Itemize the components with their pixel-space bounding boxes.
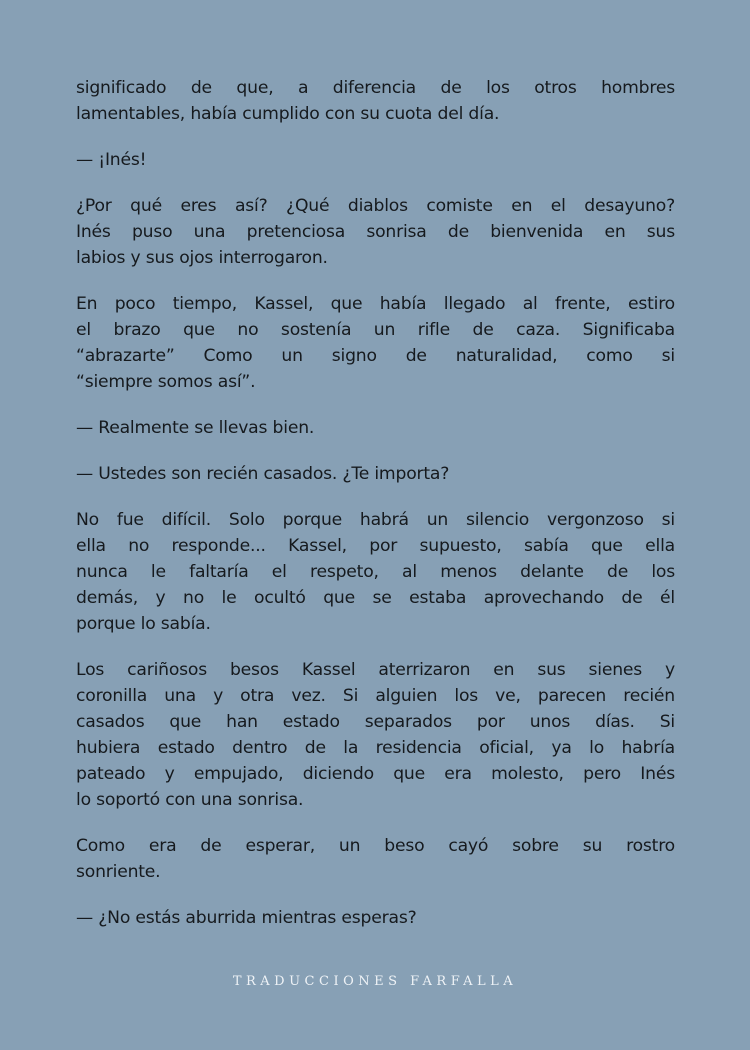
text-line: ella no responde... Kassel, por supuesto, sabía que ella — [76, 536, 675, 556]
paragraph — [76, 833, 675, 885]
text-line: nunca le faltaría el respeto, al menos delante de los — [76, 562, 675, 582]
text-line: No fue difícil. Solo porque habrá un silencio vergonzoso si — [76, 510, 675, 530]
text-line: — Realmente se llevas bien. — [76, 418, 315, 438]
paragraph — [76, 291, 675, 395]
text-line: el brazo que no sostenía un rifle de caza. Significaba — [76, 320, 675, 340]
text-line: lo soportó con una sonrisa. — [76, 790, 304, 810]
paragraph — [76, 147, 675, 173]
text-line: Los cariñosos besos Kassel aterrizaron en sus sienes y — [76, 660, 675, 680]
paragraph — [76, 507, 675, 637]
text-line: lamentables, había cumplido con su cuota del día. — [76, 104, 500, 124]
text-line: casados que han estado separados por unos días. Si — [76, 712, 675, 732]
text-line: coronilla una y otra vez. Si alguien los ve, parecen recién — [76, 686, 675, 706]
text-line: Como era de esperar, un beso cayó sobre su rostro — [76, 836, 675, 856]
paragraph — [76, 905, 675, 931]
text-line: sonriente. — [76, 862, 161, 882]
text-line: En poco tiempo, Kassel, que había llegado al frente, estiro — [76, 294, 675, 314]
page-body-text — [76, 75, 675, 951]
text-line: Inés puso una pretenciosa sonrisa de bienvenida en sus — [76, 222, 675, 242]
paragraph — [76, 193, 675, 271]
paragraph — [76, 657, 675, 813]
text-line: demás, y no le ocultó que se estaba aprovechando de él — [76, 588, 675, 608]
paragraph — [76, 415, 675, 441]
footer-publisher: TRADUCCIONES FARFALLA — [232, 974, 518, 989]
text-line: hubiera estado dentro de la residencia oficial, ya lo habría — [76, 738, 675, 758]
text-line: pateado y empujado, diciendo que era molesto, pero Inés — [76, 764, 675, 784]
paragraph — [76, 461, 675, 487]
text-line: — ¡Inés! — [76, 150, 147, 170]
text-line: — Ustedes son recién casados. ¿Te importa? — [76, 464, 450, 484]
text-line: ¿Por qué eres así? ¿Qué diablos comiste en el desayuno? — [76, 196, 675, 216]
text-line: — ¿No estás aburrida mientras esperas? — [76, 908, 417, 928]
text-line: labios y sus ojos interrogaron. — [76, 248, 328, 268]
text-line: “abrazarte” Como un signo de naturalidad, como si — [76, 346, 675, 366]
text-line: significado de que, a diferencia de los otros hombres — [76, 78, 675, 98]
text-line: porque lo sabía. — [76, 614, 211, 634]
text-line: “siempre somos así”. — [76, 372, 256, 392]
paragraph — [76, 75, 675, 127]
